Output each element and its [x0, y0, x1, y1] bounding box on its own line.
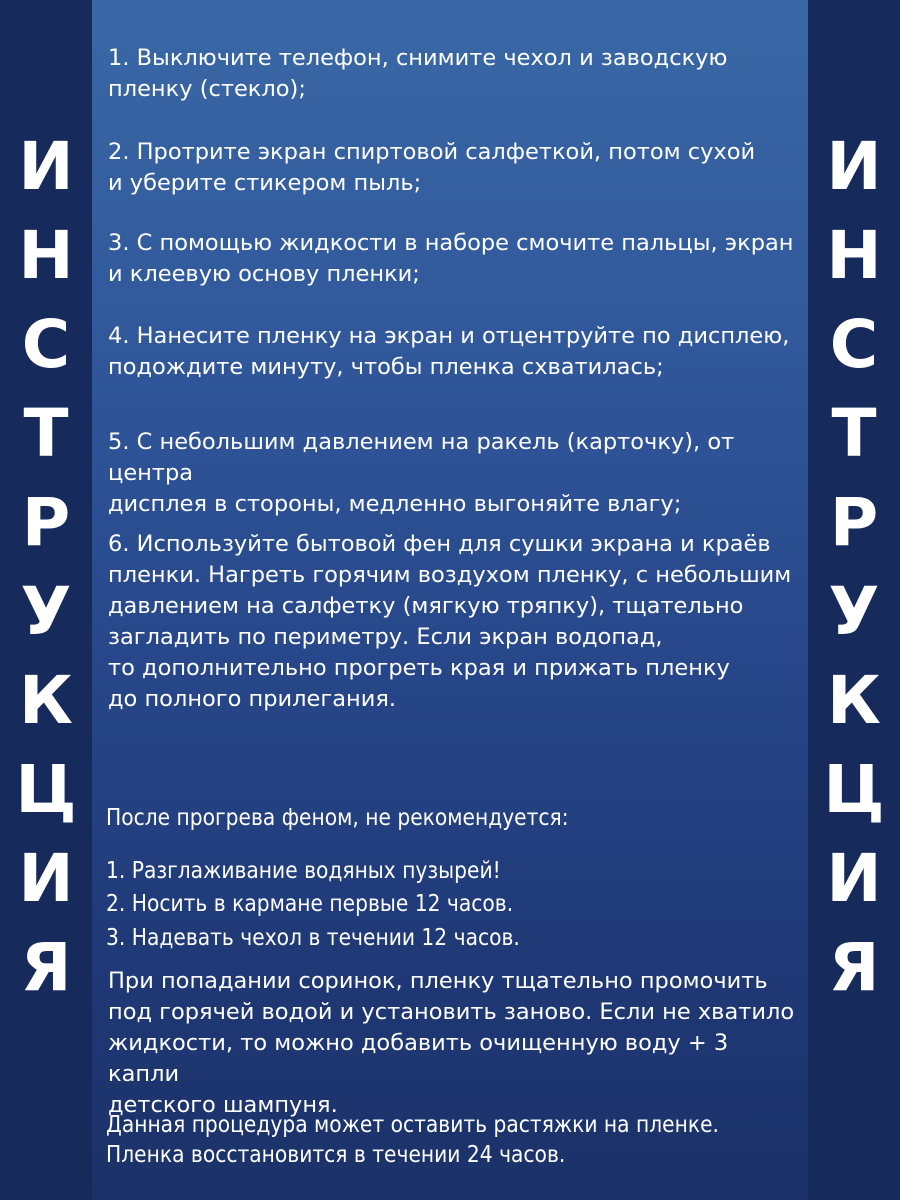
- title-letter: Н: [826, 217, 882, 294]
- after-heat-item-1: 1. Разглаживание водяных пузырей!: [106, 858, 501, 884]
- title-letter: У: [828, 573, 880, 650]
- step-6: 6. Используйте бытовой фен для сушки экрана и краёв пленки. Нагреть горячим воздухом пленку, с небольшим давлением на салфетку (мягкую тряпку), тщательно загладить по периметру. Если экран водопад, то дополнительно прогреть края и прижать пленку до полного прилегания.: [108, 531, 792, 712]
- step-4: 4. Нанесите пленку на экран и отцентруйте по дисплею, подождите минуту, чтобы пленка схватилась;: [108, 323, 790, 380]
- title-letter: С: [829, 306, 879, 383]
- title-letter: Ц: [15, 751, 77, 828]
- vertical-title-right: [808, 122, 900, 1012]
- after-heat-item-2: 2. Носить в кармане первые 12 часов.: [106, 891, 514, 917]
- title-letter: Ц: [823, 751, 885, 828]
- after-heat-item-3: 3. Надевать чехол в течении 12 часов.: [106, 925, 520, 951]
- step-1: 1. Выключите телефон, снимите чехол и заводскую пленку (стекло);: [108, 45, 728, 102]
- title-letter: Р: [829, 484, 879, 561]
- title-letter: И: [826, 840, 882, 917]
- title-letter: С: [21, 306, 71, 383]
- title-letter: У: [20, 573, 72, 650]
- step-2: 2. Протрите экран спиртовой салфеткой, потом сухой и уберите стикером пыль;: [108, 139, 756, 196]
- title-letter: И: [18, 840, 74, 917]
- title-letter: И: [18, 128, 74, 205]
- step-5: 5. С небольшим давлением на ракель (карточку), от центра дисплея в стороны, медленно выгоняйте влагу;: [108, 429, 735, 517]
- vertical-title-left: [0, 122, 92, 1012]
- title-letter: Я: [828, 929, 880, 1006]
- left-side-panel: [0, 0, 92, 1200]
- title-letter: Т: [23, 395, 69, 472]
- title-letter: К: [827, 662, 881, 739]
- step-3: 3. С помощью жидкости в наборе смочите пальцы, экран и клеевую основу пленки;: [108, 230, 794, 287]
- title-letter: И: [826, 128, 882, 205]
- after-heat-heading: После прогрева феном, не рекомендуется:: [106, 805, 569, 831]
- title-letter: Т: [831, 395, 877, 472]
- right-side-panel: [808, 0, 900, 1200]
- title-letter: Н: [18, 217, 74, 294]
- debris-note: При попадании соринок, пленку тщательно промочить под горячей водой и установить заново. Если не хватило жидкости, то можно добавить очищенную воду + 3 капли детского шампуня.: [108, 968, 795, 1118]
- title-letter: К: [19, 662, 73, 739]
- title-letter: Я: [20, 929, 72, 1006]
- final-note: Данная процедура может оставить растяжки на пленке. Пленка восстановится в течении 24 часов.: [106, 1112, 719, 1168]
- title-letter: Р: [21, 484, 71, 561]
